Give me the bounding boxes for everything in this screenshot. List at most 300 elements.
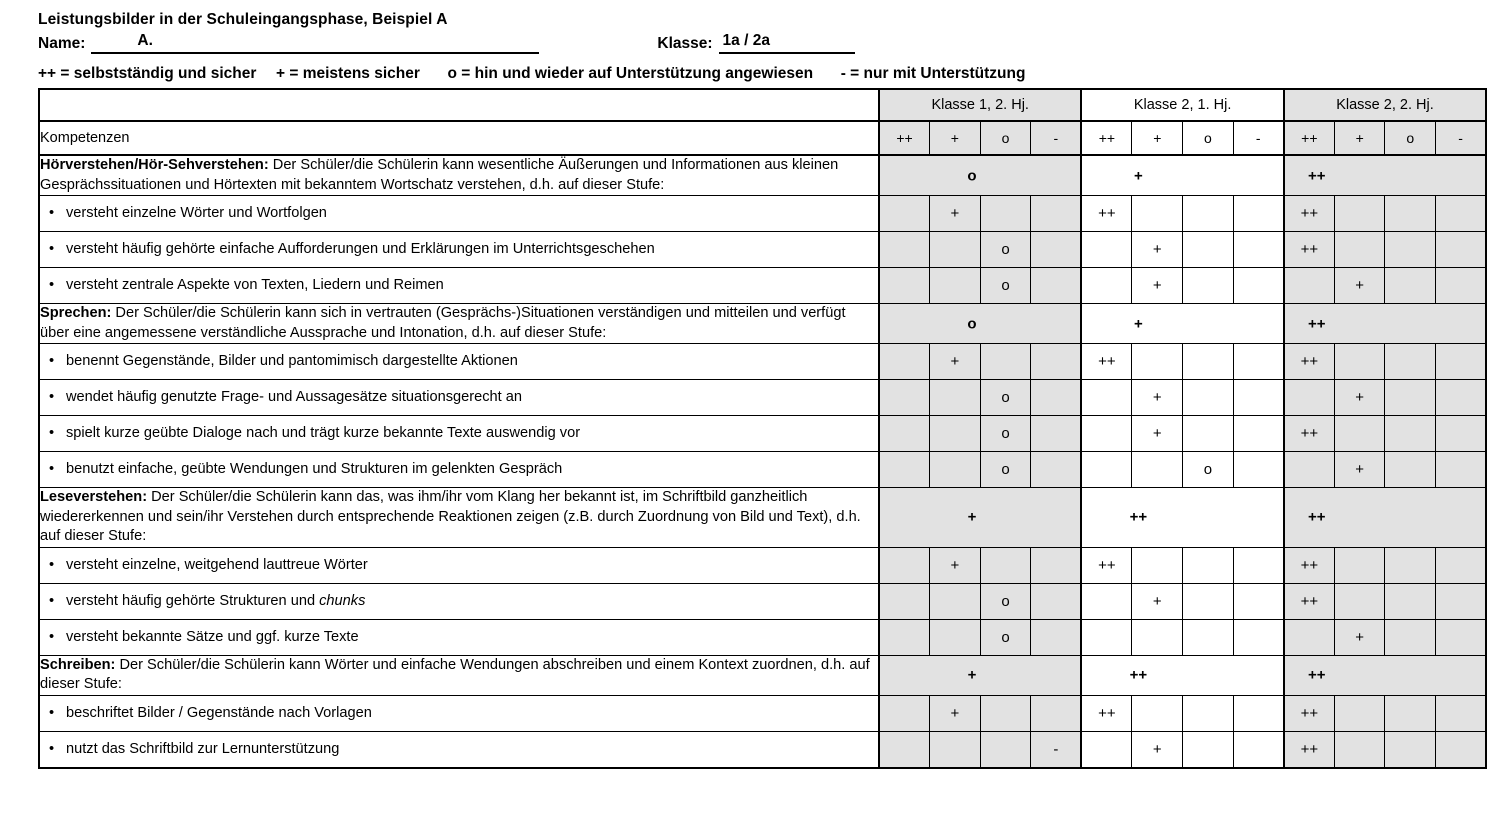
- mark-glyph: ++: [1300, 592, 1319, 610]
- mark-cell-g3-+[interactable]: [1334, 731, 1385, 768]
- mark-cell-g2--[interactable]: [1233, 196, 1284, 232]
- mark-cell-g1--[interactable]: [1031, 695, 1082, 731]
- bullet-icon: •: [49, 461, 55, 477]
- item-text: wendet häufig genutzte Frage- und Aussagesätze situationsgerecht an: [66, 389, 522, 405]
- symbol-header-g1-1: ++: [879, 121, 930, 155]
- mark-glyph: o: [1001, 628, 1010, 646]
- mark-glyph: +: [950, 353, 960, 370]
- mark-cell-g2-o[interactable]: [1183, 452, 1234, 488]
- item-description: [39, 232, 879, 268]
- item-text: nutzt das Schriftbild zur Lernunterstützung: [66, 740, 340, 757]
- mark-glyph: +: [1152, 592, 1162, 610]
- mark-cell-g2-++[interactable]: [1081, 344, 1132, 380]
- bullet-icon: •: [49, 205, 55, 221]
- item-description: [39, 344, 879, 380]
- mark-cell-g1--[interactable]: [1031, 232, 1082, 268]
- mark-glyph: o: [1001, 277, 1010, 294]
- section-summary-mark-g3[interactable]: [1284, 304, 1486, 344]
- mark-cell-g3--[interactable]: [1436, 695, 1487, 731]
- mark-glyph: +: [950, 205, 960, 222]
- mark-cell-g3-o[interactable]: [1385, 547, 1436, 583]
- mark-cell-g2-+[interactable]: [1132, 344, 1183, 380]
- section-description-text: Der Schüler/die Schülerin kann wesentliche Äußerungen und Informationen aus kleinen Gesprächssituationen und Hörtexten mit bekanntem Wortschatz verstehen, d.h. auf dieser Stufe:: [40, 157, 839, 193]
- mark-glyph: o: [1001, 425, 1010, 442]
- item-description: [39, 619, 879, 655]
- item-text: versteht einzelne Wörter und Wortfolgen: [66, 205, 327, 221]
- mark-cell-g1-o[interactable]: [980, 380, 1031, 416]
- bullet-icon: •: [49, 277, 55, 293]
- mark-cell-g1--[interactable]: [1031, 416, 1082, 452]
- section-summary-mark-g2[interactable]: [1081, 488, 1283, 548]
- mark-glyph: ++: [1300, 704, 1319, 722]
- group-header-row: [39, 89, 1486, 121]
- mark-cell-g2-o[interactable]: [1183, 731, 1234, 768]
- mark-cell-g3-++[interactable]: [1284, 344, 1335, 380]
- competence-table: [38, 88, 1487, 769]
- mark-cell-g2-+[interactable]: [1132, 416, 1183, 452]
- mark-glyph: +: [950, 704, 960, 722]
- mark-cell-g3-++[interactable]: [1284, 452, 1335, 488]
- mark-cell-g2-+[interactable]: [1132, 196, 1183, 232]
- group-header-1: Klasse 1, 2. Hj.: [879, 89, 1081, 121]
- mark-cell-g3-o[interactable]: [1385, 452, 1436, 488]
- mark-cell-g2--[interactable]: [1233, 731, 1284, 768]
- mark-cell-g3-+[interactable]: [1334, 695, 1385, 731]
- mark-glyph: ++: [1308, 666, 1326, 684]
- section-row-schreiben: [39, 655, 1486, 695]
- section-description: [39, 488, 879, 548]
- mark-cell-g2-+[interactable]: [1132, 380, 1183, 416]
- mark-cell-g3-o[interactable]: [1385, 380, 1436, 416]
- mark-cell-g2-o[interactable]: [1183, 583, 1234, 619]
- table-row: [39, 619, 1486, 655]
- mark-cell-g2-o[interactable]: [1183, 268, 1234, 304]
- table-row: [39, 232, 1486, 268]
- mark-cell-g3-+[interactable]: [1334, 196, 1385, 232]
- item-description: [39, 452, 879, 488]
- item-description: [39, 731, 879, 768]
- item-text: benutzt einfache, geübte Wendungen und Strukturen im gelenkten Gespräch: [66, 461, 563, 477]
- mark-cell-g1-+[interactable]: [930, 583, 981, 619]
- bullet-icon: •: [49, 241, 55, 257]
- mark-glyph: +: [1152, 425, 1162, 442]
- table-row: [39, 416, 1486, 452]
- mark-cell-g1-+[interactable]: [930, 268, 981, 304]
- mark-glyph: +: [1355, 389, 1365, 406]
- mark-cell-g3--[interactable]: [1436, 232, 1487, 268]
- mark-cell-g3-o[interactable]: [1385, 416, 1436, 452]
- mark-cell-g1-+[interactable]: [930, 547, 981, 583]
- table-row: [39, 695, 1486, 731]
- item-text-emphasis: chunks: [319, 592, 366, 609]
- bullet-icon: •: [49, 628, 55, 645]
- mark-cell-g1-++[interactable]: [879, 232, 930, 268]
- item-text: versteht bekannte Sätze und ggf. kurze Texte: [66, 628, 359, 645]
- mark-cell-g2-++[interactable]: [1081, 196, 1132, 232]
- mark-cell-g2-o[interactable]: [1183, 344, 1234, 380]
- bullet-icon: •: [49, 389, 55, 405]
- mark-cell-g1-+[interactable]: [930, 196, 981, 232]
- item-description: [39, 196, 879, 232]
- mark-cell-g1-o[interactable]: [980, 196, 1031, 232]
- section-summary-mark-g2[interactable]: [1081, 155, 1283, 196]
- mark-cell-g1-o[interactable]: [980, 416, 1031, 452]
- mark-cell-g2-++[interactable]: [1081, 731, 1132, 768]
- mark-cell-g2-o[interactable]: [1183, 232, 1234, 268]
- mark-cell-g3-o[interactable]: [1385, 731, 1436, 768]
- mark-cell-g3-++[interactable]: [1284, 695, 1335, 731]
- mark-cell-g2-++[interactable]: [1081, 547, 1132, 583]
- table-row: [39, 731, 1486, 768]
- section-title: Leseverstehen:: [40, 489, 148, 505]
- mark-glyph: +: [967, 508, 977, 526]
- symbol-header-g2-1: ++: [1081, 121, 1132, 155]
- bullet-icon: •: [49, 353, 55, 369]
- mark-cell-g2--[interactable]: [1233, 344, 1284, 380]
- mark-cell-g2--[interactable]: [1233, 380, 1284, 416]
- mark-glyph: +: [1355, 277, 1365, 294]
- mark-glyph: +: [967, 666, 977, 684]
- mark-cell-g1-++[interactable]: [879, 380, 930, 416]
- mark-glyph: ++: [1129, 666, 1148, 684]
- mark-cell-g2-++[interactable]: [1081, 583, 1132, 619]
- mark-cell-g3--[interactable]: [1436, 547, 1487, 583]
- mark-cell-g2--[interactable]: [1233, 452, 1284, 488]
- mark-cell-g1-o[interactable]: [980, 619, 1031, 655]
- mark-cell-g1--[interactable]: [1031, 268, 1082, 304]
- mark-cell-g2-+[interactable]: [1132, 619, 1183, 655]
- klasse-label: Klasse:: [657, 35, 713, 52]
- mark-cell-g2-+[interactable]: [1132, 547, 1183, 583]
- mark-cell-g1-+[interactable]: [930, 380, 981, 416]
- bullet-icon: •: [49, 425, 55, 441]
- section-summary-mark-g2[interactable]: [1081, 304, 1283, 344]
- mark-cell-g3-++[interactable]: [1284, 380, 1335, 416]
- mark-cell-g1-++[interactable]: [879, 416, 930, 452]
- mark-glyph: ++: [1098, 205, 1116, 222]
- mark-cell-g1-++[interactable]: [879, 452, 930, 488]
- mark-cell-g3-++[interactable]: [1284, 731, 1335, 768]
- mark-cell-g1--[interactable]: [1031, 196, 1082, 232]
- mark-cell-g3--[interactable]: [1436, 380, 1487, 416]
- mark-cell-g2-o[interactable]: [1183, 416, 1234, 452]
- mark-cell-g3-++[interactable]: [1284, 232, 1335, 268]
- mark-glyph: ++: [1300, 353, 1319, 370]
- mark-glyph: ++: [1308, 508, 1326, 526]
- mark-cell-g2--[interactable]: [1233, 232, 1284, 268]
- mark-cell-g2-++[interactable]: [1081, 416, 1132, 452]
- item-text: versteht häufig gehörte einfache Aufforderungen und Erklärungen im Unterrichtsgeschehen: [66, 241, 655, 257]
- name-input[interactable]: A.: [91, 31, 539, 54]
- mark-glyph: +: [1152, 389, 1162, 406]
- item-description: [39, 380, 879, 416]
- table-corner-blank: [39, 89, 879, 121]
- item-text: beschriftet Bilder / Gegenstände nach Vorlagen: [66, 704, 372, 721]
- symbol-header-g3-2: +: [1334, 121, 1385, 155]
- mark-cell-g1-+[interactable]: [930, 731, 981, 768]
- item-text: versteht häufig gehörte Strukturen und: [66, 592, 320, 609]
- table-row: [39, 268, 1486, 304]
- section-row-h-rverstehen-h-r-sehverstehen: [39, 155, 1486, 196]
- symbol-header-g3-3: o: [1385, 121, 1436, 155]
- mark-cell-g3-+[interactable]: [1334, 547, 1385, 583]
- symbol-header-g1-2: +: [930, 121, 981, 155]
- mark-cell-g2--[interactable]: [1233, 695, 1284, 731]
- bullet-icon: •: [49, 740, 55, 757]
- mark-cell-g3-+[interactable]: [1334, 416, 1385, 452]
- mark-glyph: o: [1001, 241, 1010, 258]
- mark-cell-g3-++[interactable]: [1284, 619, 1335, 655]
- mark-cell-g1-o[interactable]: [980, 268, 1031, 304]
- mark-cell-g3-+[interactable]: [1334, 268, 1385, 304]
- mark-cell-g1-o[interactable]: [980, 695, 1031, 731]
- mark-cell-g1-o[interactable]: [980, 547, 1031, 583]
- symbol-header-g2-3: o: [1183, 121, 1234, 155]
- mark-cell-g2-o[interactable]: [1183, 619, 1234, 655]
- symbol-header-row: [39, 121, 1486, 155]
- mark-glyph: ++: [1098, 556, 1116, 574]
- mark-glyph: ++: [1300, 205, 1319, 222]
- mark-cell-g3--[interactable]: [1436, 196, 1487, 232]
- mark-glyph: o: [1001, 592, 1010, 610]
- item-description: [39, 416, 879, 452]
- section-summary-mark-g3[interactable]: [1284, 155, 1486, 196]
- klasse-field: [657, 31, 854, 54]
- mark-cell-g3--[interactable]: [1436, 731, 1487, 768]
- section-summary-mark-g3[interactable]: [1284, 655, 1486, 695]
- mark-cell-g2-o[interactable]: [1183, 695, 1234, 731]
- section-summary-mark-g1[interactable]: [879, 155, 1081, 196]
- mark-cell-g2-++[interactable]: [1081, 452, 1132, 488]
- mark-glyph: o: [1001, 461, 1010, 478]
- mark-cell-g3--[interactable]: [1436, 416, 1487, 452]
- mark-cell-g1-o[interactable]: [980, 232, 1031, 268]
- item-description: [39, 695, 879, 731]
- mark-cell-g3-++[interactable]: [1284, 196, 1335, 232]
- page-title: Leistungsbilder in der Schuleingangsphase, Beispiel A: [38, 11, 448, 28]
- table-row: [39, 452, 1486, 488]
- mark-cell-g1-o[interactable]: [980, 344, 1031, 380]
- section-summary-mark-g1[interactable]: [879, 655, 1081, 695]
- mark-cell-g1--[interactable]: [1031, 619, 1082, 655]
- legend-circle: o = hin und wieder auf Unterstützung angewiesen: [447, 65, 814, 82]
- mark-cell-g1--[interactable]: [1031, 731, 1082, 768]
- mark-cell-g3-o[interactable]: [1385, 619, 1436, 655]
- mark-cell-g1-++[interactable]: [879, 268, 930, 304]
- mark-glyph: -: [1053, 740, 1059, 758]
- mark-cell-g1--[interactable]: [1031, 344, 1082, 380]
- mark-cell-g1-++[interactable]: [879, 695, 930, 731]
- bullet-icon: •: [49, 704, 55, 721]
- section-description: [39, 155, 879, 196]
- section-title: Hörverstehen/Hör-Sehverstehen:: [40, 157, 269, 173]
- mark-cell-g1--[interactable]: [1031, 547, 1082, 583]
- mark-cell-g3--[interactable]: [1436, 583, 1487, 619]
- mark-cell-g2-o[interactable]: [1183, 547, 1234, 583]
- mark-cell-g3-o[interactable]: [1385, 232, 1436, 268]
- item-text: benennt Gegenstände, Bilder und pantomimisch dargestellte Aktionen: [66, 353, 518, 369]
- mark-glyph: ++: [1098, 704, 1116, 722]
- mark-cell-g1-++[interactable]: [879, 583, 930, 619]
- group-header-3: Klasse 2, 2. Hj.: [1284, 89, 1486, 121]
- mark-cell-g1--[interactable]: [1031, 452, 1082, 488]
- mark-cell-g3-+[interactable]: [1334, 344, 1385, 380]
- mark-cell-g2--[interactable]: [1233, 416, 1284, 452]
- mark-cell-g1--[interactable]: [1031, 583, 1082, 619]
- mark-cell-g1-+[interactable]: [930, 619, 981, 655]
- mark-cell-g2-+[interactable]: [1132, 232, 1183, 268]
- section-row-sprechen: [39, 304, 1486, 344]
- mark-glyph: +: [1355, 461, 1365, 478]
- symbol-header-g3-4: -: [1436, 121, 1487, 155]
- section-description-text: Der Schüler/die Schülerin kann sich in vertrauten (Gesprächs-)Situationen verständigen und mitteilen und verfügt über eine angemessene verständliche Aussprache und Intonation, d.h. auf dieser Stufe:: [40, 305, 846, 341]
- mark-cell-g1--[interactable]: [1031, 380, 1082, 416]
- bullet-icon: •: [49, 556, 55, 573]
- mark-glyph: +: [1152, 241, 1162, 258]
- mark-cell-g1-++[interactable]: [879, 344, 930, 380]
- mark-glyph: +: [1152, 277, 1162, 294]
- competence-header: Kompetenzen: [39, 121, 879, 155]
- symbol-header-g1-3: o: [980, 121, 1031, 155]
- mark-cell-g3-++[interactable]: [1284, 583, 1335, 619]
- mark-glyph: ++: [1300, 241, 1319, 258]
- section-description-text: Der Schüler/die Schülerin kann Wörter und einfache Wendungen abschreiben und einem Kontext zuordnen, d.h. auf dieser Stufe:: [40, 656, 870, 692]
- mark-cell-g1-+[interactable]: [930, 452, 981, 488]
- mark-cell-g2-+[interactable]: [1132, 452, 1183, 488]
- mark-cell-g3--[interactable]: [1436, 268, 1487, 304]
- section-summary-mark-g3[interactable]: [1284, 488, 1486, 548]
- item-text: versteht zentrale Aspekte von Texten, Liedern und Reimen: [66, 277, 444, 293]
- section-description: [39, 655, 879, 695]
- mark-cell-g2-++[interactable]: [1081, 268, 1132, 304]
- section-description: [39, 304, 879, 344]
- mark-cell-g3-+[interactable]: [1334, 452, 1385, 488]
- mark-cell-g3-+[interactable]: [1334, 232, 1385, 268]
- section-description-text: Der Schüler/die Schülerin kann das, was ihm/ihr vom Klang her bekannt ist, im Schriftbild ganzheitlich wiedererkennen und sein/ihr Verstehen durch entsprechende Reaktionen zeigen (z.B. durch Zuordnung von Bild und Text), d.h. auf dieser Stufe:: [40, 489, 861, 544]
- mark-cell-g1-++[interactable]: [879, 547, 930, 583]
- mark-cell-g2-+[interactable]: [1132, 583, 1183, 619]
- legend-plus: + = meistens sicher: [276, 65, 420, 82]
- mark-cell-g3-o[interactable]: [1385, 583, 1436, 619]
- mark-glyph: ++: [1308, 315, 1326, 332]
- mark-glyph: +: [1134, 167, 1143, 184]
- mark-glyph: o: [967, 167, 977, 184]
- mark-glyph: o: [1001, 389, 1010, 406]
- mark-cell-g3-++[interactable]: [1284, 547, 1335, 583]
- table-row: [39, 547, 1486, 583]
- symbol-header-g1-4: -: [1031, 121, 1082, 155]
- mark-glyph: ++: [1300, 425, 1319, 442]
- mark-cell-g2-+[interactable]: [1132, 268, 1183, 304]
- mark-cell-g2--[interactable]: [1233, 268, 1284, 304]
- mark-glyph: +: [950, 556, 960, 574]
- table-row: [39, 196, 1486, 232]
- mark-cell-g2--[interactable]: [1233, 583, 1284, 619]
- mark-cell-g2-++[interactable]: [1081, 695, 1132, 731]
- mark-glyph: o: [1203, 461, 1213, 478]
- mark-cell-g1-++[interactable]: [879, 619, 930, 655]
- legend-dash: - = nur mit Unterstützung: [840, 65, 1026, 82]
- klasse-input[interactable]: 1a / 2a: [719, 31, 855, 54]
- mark-cell-g2-+[interactable]: [1132, 695, 1183, 731]
- mark-glyph: ++: [1300, 740, 1319, 758]
- symbol-header-g2-4: -: [1233, 121, 1284, 155]
- mark-cell-g2-o[interactable]: [1183, 196, 1234, 232]
- table-row: [39, 380, 1486, 416]
- mark-cell-g2-++[interactable]: [1081, 380, 1132, 416]
- item-description: [39, 583, 879, 619]
- mark-glyph: +: [1152, 740, 1162, 758]
- mark-cell-g1-++[interactable]: [879, 196, 930, 232]
- item-description: [39, 547, 879, 583]
- mark-glyph: ++: [1308, 167, 1326, 184]
- mark-glyph: ++: [1098, 353, 1116, 370]
- mark-cell-g1-o[interactable]: [980, 452, 1031, 488]
- table-row: [39, 583, 1486, 619]
- section-summary-mark-g2[interactable]: [1081, 655, 1283, 695]
- section-row-leseverstehen: [39, 488, 1486, 548]
- bullet-icon: •: [49, 592, 55, 609]
- symbol-header-g2-2: +: [1132, 121, 1183, 155]
- mark-cell-g3-o[interactable]: [1385, 695, 1436, 731]
- mark-cell-g1-+[interactable]: [930, 232, 981, 268]
- mark-cell-g3-++[interactable]: [1284, 416, 1335, 452]
- mark-cell-g3-+[interactable]: [1334, 583, 1385, 619]
- mark-cell-g3-o[interactable]: [1385, 268, 1436, 304]
- item-text: spielt kurze geübte Dialoge nach und trägt kurze bekannte Texte auswendig vor: [66, 425, 581, 441]
- mark-cell-g1-o[interactable]: [980, 583, 1031, 619]
- mark-glyph: ++: [1129, 508, 1148, 526]
- section-title: Sprechen:: [40, 305, 112, 321]
- mark-cell-g3--[interactable]: [1436, 452, 1487, 488]
- mark-glyph: o: [967, 315, 977, 332]
- item-description: [39, 268, 879, 304]
- mark-cell-g3--[interactable]: [1436, 619, 1487, 655]
- legend-plusplus: ++ = selbstständig und sicher: [38, 65, 257, 82]
- mark-cell-g1-+[interactable]: [930, 416, 981, 452]
- mark-cell-g1-+[interactable]: [930, 695, 981, 731]
- rating-legend: [38, 65, 1486, 83]
- mark-cell-g3--[interactable]: [1436, 344, 1487, 380]
- mark-cell-g2-++[interactable]: [1081, 232, 1132, 268]
- group-header-2: Klasse 2, 1. Hj.: [1081, 89, 1283, 121]
- symbol-header-g3-1: ++: [1284, 121, 1335, 155]
- mark-cell-g2--[interactable]: [1233, 619, 1284, 655]
- mark-cell-g1-+[interactable]: [930, 344, 981, 380]
- section-summary-mark-g1[interactable]: [879, 488, 1081, 548]
- identity-line: [38, 31, 1486, 54]
- section-summary-mark-g1[interactable]: [879, 304, 1081, 344]
- section-title: Schreiben:: [40, 656, 116, 673]
- mark-cell-g3-+[interactable]: [1334, 380, 1385, 416]
- mark-cell-g3-o[interactable]: [1385, 344, 1436, 380]
- mark-cell-g3-o[interactable]: [1385, 196, 1436, 232]
- mark-cell-g3-++[interactable]: [1284, 268, 1335, 304]
- mark-cell-g2-+[interactable]: [1132, 731, 1183, 768]
- mark-cell-g2-++[interactable]: [1081, 619, 1132, 655]
- mark-glyph: +: [1134, 315, 1143, 332]
- mark-cell-g1-o[interactable]: [980, 731, 1031, 768]
- mark-cell-g2--[interactable]: [1233, 547, 1284, 583]
- item-text: versteht einzelne, weitgehend lauttreue Wörter: [66, 556, 368, 573]
- mark-cell-g3-+[interactable]: [1334, 619, 1385, 655]
- mark-glyph: ++: [1300, 556, 1319, 574]
- name-label: Name:: [38, 35, 86, 52]
- name-field: [38, 31, 539, 54]
- mark-cell-g2-o[interactable]: [1183, 380, 1234, 416]
- mark-cell-g1-++[interactable]: [879, 731, 930, 768]
- table-row: [39, 344, 1486, 380]
